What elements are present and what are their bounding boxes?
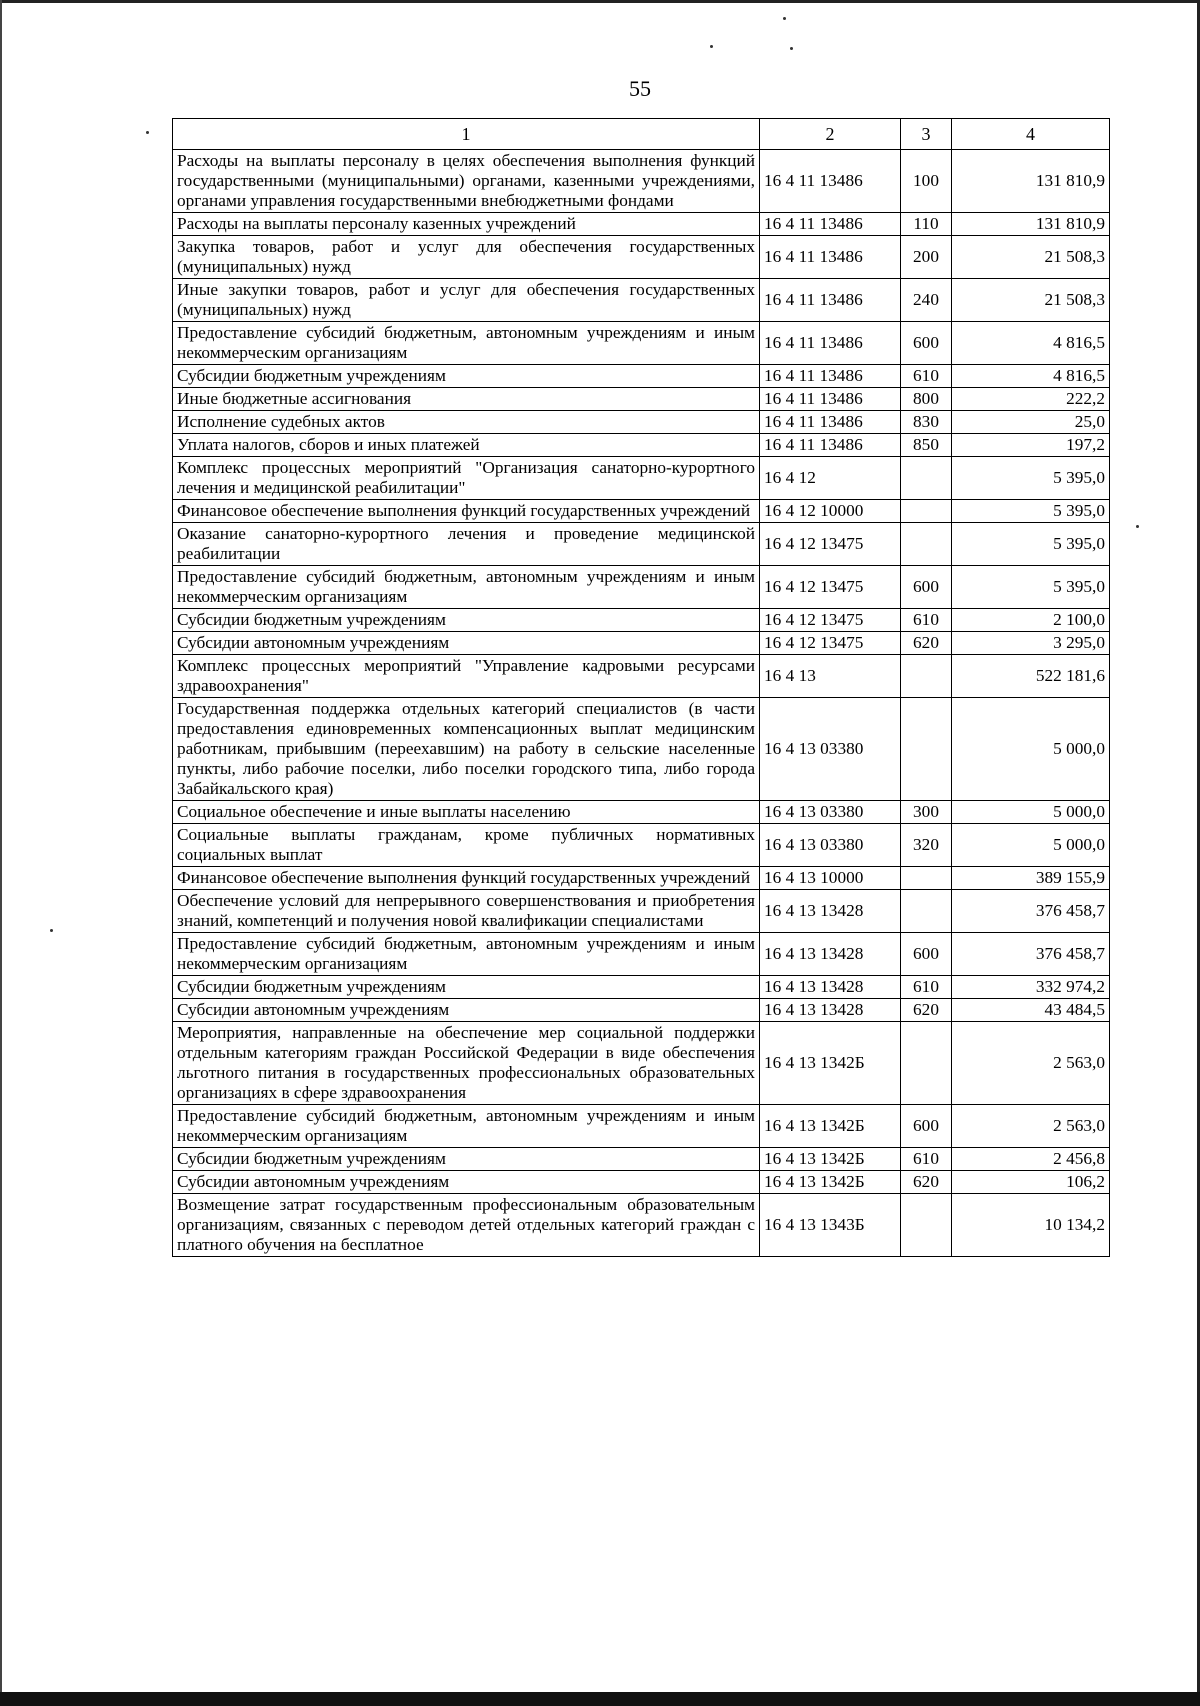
row-code-cell: 16 4 13 03380 bbox=[760, 824, 901, 867]
row-code-cell: 16 4 12 13475 bbox=[760, 523, 901, 566]
row-name-cell: Финансовое обеспечение выполнения функций государственных учреждений bbox=[173, 500, 760, 523]
row-name-cell: Иные бюджетные ассигнования bbox=[173, 388, 760, 411]
row-name-cell: Субсидии бюджетным учреждениям bbox=[173, 976, 760, 999]
table-row bbox=[173, 411, 1110, 434]
row-type-cell bbox=[901, 1022, 952, 1105]
row-amount-cell: 5 000,0 bbox=[952, 698, 1110, 801]
table-row bbox=[173, 457, 1110, 500]
row-name-cell: Предоставление субсидий бюджетным, автономным учреждениям и иным некоммерческим организациям bbox=[173, 322, 760, 365]
row-name-cell: Оказание санаторно-курортного лечения и проведение медицинской реабилитации bbox=[173, 523, 760, 566]
row-code-cell: 16 4 12 10000 bbox=[760, 500, 901, 523]
row-amount-cell: 5 395,0 bbox=[952, 457, 1110, 500]
row-name-cell: Предоставление субсидий бюджетным, автономным учреждениям и иным некоммерческим организациям bbox=[173, 566, 760, 609]
row-name-cell: Расходы на выплаты персоналу в целях обеспечения выполнения функций государственными (муниципальными) органами, казенными учреждениями, органами управления государственными внебюджетными фондами bbox=[173, 150, 760, 213]
table-row bbox=[173, 1171, 1110, 1194]
row-amount-cell: 332 974,2 bbox=[952, 976, 1110, 999]
row-amount-cell: 4 816,5 bbox=[952, 322, 1110, 365]
row-code-cell: 16 4 11 13486 bbox=[760, 411, 901, 434]
row-name-cell: Предоставление субсидий бюджетным, автономным учреждениям и иным некоммерческим организациям bbox=[173, 933, 760, 976]
table-header-row bbox=[173, 119, 1110, 150]
row-name-cell: Уплата налогов, сборов и иных платежей bbox=[173, 434, 760, 457]
table-row bbox=[173, 1105, 1110, 1148]
row-name-cell: Комплекс процессных мероприятий "Управление кадровыми ресурсами здравоохранения" bbox=[173, 655, 760, 698]
row-type-cell bbox=[901, 698, 952, 801]
header-col-3: 3 bbox=[901, 119, 952, 150]
row-code-cell: 16 4 13 1342Б bbox=[760, 1105, 901, 1148]
row-type-cell: 320 bbox=[901, 824, 952, 867]
row-type-cell: 600 bbox=[901, 566, 952, 609]
row-amount-cell: 197,2 bbox=[952, 434, 1110, 457]
row-code-cell: 16 4 13 1343Б bbox=[760, 1194, 901, 1257]
row-type-cell: 110 bbox=[901, 213, 952, 236]
row-name-cell: Социальное обеспечение и иные выплаты населению bbox=[173, 801, 760, 824]
scan-edge-left bbox=[0, 0, 2, 1706]
table-row bbox=[173, 322, 1110, 365]
row-type-cell bbox=[901, 1194, 952, 1257]
row-name-cell: Закупка товаров, работ и услуг для обеспечения государственных (муниципальных) нужд bbox=[173, 236, 760, 279]
header-col-1: 1 bbox=[173, 119, 760, 150]
table-row bbox=[173, 500, 1110, 523]
row-name-cell: Субсидии автономным учреждениям bbox=[173, 632, 760, 655]
row-code-cell: 16 4 13 bbox=[760, 655, 901, 698]
table-row bbox=[173, 523, 1110, 566]
row-amount-cell: 25,0 bbox=[952, 411, 1110, 434]
row-type-cell: 300 bbox=[901, 801, 952, 824]
row-amount-cell: 2 456,8 bbox=[952, 1148, 1110, 1171]
row-amount-cell: 376 458,7 bbox=[952, 933, 1110, 976]
row-code-cell: 16 4 12 13475 bbox=[760, 566, 901, 609]
row-type-cell: 600 bbox=[901, 1105, 952, 1148]
row-amount-cell: 131 810,9 bbox=[952, 150, 1110, 213]
row-amount-cell: 5 395,0 bbox=[952, 566, 1110, 609]
row-type-cell bbox=[901, 655, 952, 698]
row-amount-cell: 222,2 bbox=[952, 388, 1110, 411]
table-row bbox=[173, 824, 1110, 867]
row-type-cell: 800 bbox=[901, 388, 952, 411]
row-code-cell: 16 4 13 13428 bbox=[760, 890, 901, 933]
table-row bbox=[173, 999, 1110, 1022]
header-col-2: 2 bbox=[760, 119, 901, 150]
row-amount-cell: 2 563,0 bbox=[952, 1105, 1110, 1148]
row-type-cell: 600 bbox=[901, 933, 952, 976]
table-row bbox=[173, 933, 1110, 976]
row-name-cell: Расходы на выплаты персоналу казенных учреждений bbox=[173, 213, 760, 236]
table-row bbox=[173, 632, 1110, 655]
row-code-cell: 16 4 13 10000 bbox=[760, 867, 901, 890]
row-type-cell: 610 bbox=[901, 609, 952, 632]
row-code-cell: 16 4 12 13475 bbox=[760, 609, 901, 632]
row-name-cell: Субсидии бюджетным учреждениям bbox=[173, 1148, 760, 1171]
table-row bbox=[173, 1022, 1110, 1105]
row-code-cell: 16 4 13 03380 bbox=[760, 801, 901, 824]
row-amount-cell: 2 563,0 bbox=[952, 1022, 1110, 1105]
row-code-cell: 16 4 11 13486 bbox=[760, 365, 901, 388]
row-type-cell: 620 bbox=[901, 632, 952, 655]
row-amount-cell: 5 000,0 bbox=[952, 801, 1110, 824]
row-code-cell: 16 4 13 13428 bbox=[760, 933, 901, 976]
header-col-4: 4 bbox=[952, 119, 1110, 150]
table-row bbox=[173, 890, 1110, 933]
row-name-cell: Социальные выплаты гражданам, кроме публичных нормативных социальных выплат bbox=[173, 824, 760, 867]
row-name-cell: Комплекс процессных мероприятий "Организация санаторно-курортного лечения и медицинской реабилитации" bbox=[173, 457, 760, 500]
scan-edge-top bbox=[0, 0, 1200, 3]
row-code-cell: 16 4 13 1342Б bbox=[760, 1171, 901, 1194]
row-type-cell: 600 bbox=[901, 322, 952, 365]
row-amount-cell: 2 100,0 bbox=[952, 609, 1110, 632]
row-code-cell: 16 4 11 13486 bbox=[760, 388, 901, 411]
row-type-cell: 610 bbox=[901, 365, 952, 388]
table-row bbox=[173, 655, 1110, 698]
row-code-cell: 16 4 12 bbox=[760, 457, 901, 500]
table-row bbox=[173, 698, 1110, 801]
table-row bbox=[173, 150, 1110, 213]
row-amount-cell: 106,2 bbox=[952, 1171, 1110, 1194]
scan-edge-bottom bbox=[0, 1692, 1200, 1706]
row-code-cell: 16 4 11 13486 bbox=[760, 434, 901, 457]
row-code-cell: 16 4 13 13428 bbox=[760, 976, 901, 999]
row-amount-cell: 5 000,0 bbox=[952, 824, 1110, 867]
table-row bbox=[173, 566, 1110, 609]
row-amount-cell: 5 395,0 bbox=[952, 500, 1110, 523]
row-type-cell bbox=[901, 523, 952, 566]
row-type-cell bbox=[901, 890, 952, 933]
table-row bbox=[173, 976, 1110, 999]
row-code-cell: 16 4 12 13475 bbox=[760, 632, 901, 655]
row-name-cell: Субсидии бюджетным учреждениям bbox=[173, 365, 760, 388]
row-code-cell: 16 4 13 03380 bbox=[760, 698, 901, 801]
row-name-cell: Субсидии автономным учреждениям bbox=[173, 999, 760, 1022]
row-amount-cell: 21 508,3 bbox=[952, 279, 1110, 322]
row-type-cell: 620 bbox=[901, 999, 952, 1022]
table-row bbox=[173, 1148, 1110, 1171]
row-name-cell: Государственная поддержка отдельных категорий специалистов (в части предоставления единовременных компенсационных выплат медицинским работникам, прибывшим (переехавшим) на работу в сельские населенные пункты, либо рабочие поселки, либо поселки городского типа, либо города Забайкальского края) bbox=[173, 698, 760, 801]
row-type-cell: 620 bbox=[901, 1171, 952, 1194]
scan-speck bbox=[146, 131, 149, 134]
budget-table bbox=[172, 118, 1110, 1257]
row-code-cell: 16 4 11 13486 bbox=[760, 213, 901, 236]
scan-speck bbox=[710, 45, 713, 48]
row-code-cell: 16 4 11 13486 bbox=[760, 150, 901, 213]
row-type-cell: 240 bbox=[901, 279, 952, 322]
table-row bbox=[173, 213, 1110, 236]
table-row bbox=[173, 365, 1110, 388]
table-row bbox=[173, 867, 1110, 890]
row-type-cell: 200 bbox=[901, 236, 952, 279]
scan-speck bbox=[790, 47, 793, 50]
row-amount-cell: 21 508,3 bbox=[952, 236, 1110, 279]
row-name-cell: Возмещение затрат государственным профессиональным образовательным организациям, связанных с переводом детей отдельных категорий граждан с платного обучения на бесплатное bbox=[173, 1194, 760, 1257]
row-name-cell: Предоставление субсидий бюджетным, автономным учреждениям и иным некоммерческим организациям bbox=[173, 1105, 760, 1148]
table-row bbox=[173, 1194, 1110, 1257]
row-type-cell: 830 bbox=[901, 411, 952, 434]
row-amount-cell: 522 181,6 bbox=[952, 655, 1110, 698]
scan-speck bbox=[1136, 525, 1139, 528]
row-amount-cell: 131 810,9 bbox=[952, 213, 1110, 236]
row-amount-cell: 376 458,7 bbox=[952, 890, 1110, 933]
scan-speck bbox=[783, 17, 786, 20]
row-code-cell: 16 4 13 1342Б bbox=[760, 1022, 901, 1105]
table-row bbox=[173, 279, 1110, 322]
table-row bbox=[173, 236, 1110, 279]
row-type-cell: 850 bbox=[901, 434, 952, 457]
row-amount-cell: 5 395,0 bbox=[952, 523, 1110, 566]
row-type-cell: 610 bbox=[901, 1148, 952, 1171]
scan-speck bbox=[50, 929, 53, 932]
table-row bbox=[173, 434, 1110, 457]
page-number: 55 bbox=[629, 76, 651, 101]
table-row bbox=[173, 388, 1110, 411]
row-name-cell: Исполнение судебных актов bbox=[173, 411, 760, 434]
row-type-cell: 610 bbox=[901, 976, 952, 999]
row-code-cell: 16 4 11 13486 bbox=[760, 279, 901, 322]
row-type-cell bbox=[901, 867, 952, 890]
row-code-cell: 16 4 11 13486 bbox=[760, 236, 901, 279]
row-code-cell: 16 4 11 13486 bbox=[760, 322, 901, 365]
row-name-cell: Субсидии бюджетным учреждениям bbox=[173, 609, 760, 632]
row-type-cell bbox=[901, 457, 952, 500]
row-code-cell: 16 4 13 1342Б bbox=[760, 1148, 901, 1171]
row-name-cell: Обеспечение условий для непрерывного совершенствования и приобретения знаний, компетенций и получения новой квалификации специалистами bbox=[173, 890, 760, 933]
row-amount-cell: 3 295,0 bbox=[952, 632, 1110, 655]
row-name-cell: Иные закупки товаров, работ и услуг для обеспечения государственных (муниципальных) нужд bbox=[173, 279, 760, 322]
row-amount-cell: 10 134,2 bbox=[952, 1194, 1110, 1257]
row-name-cell: Субсидии автономным учреждениям bbox=[173, 1171, 760, 1194]
row-type-cell: 100 bbox=[901, 150, 952, 213]
table-row bbox=[173, 801, 1110, 824]
row-code-cell: 16 4 13 13428 bbox=[760, 999, 901, 1022]
table-row bbox=[173, 609, 1110, 632]
row-amount-cell: 389 155,9 bbox=[952, 867, 1110, 890]
row-name-cell: Финансовое обеспечение выполнения функций государственных учреждений bbox=[173, 867, 760, 890]
row-amount-cell: 43 484,5 bbox=[952, 999, 1110, 1022]
row-amount-cell: 4 816,5 bbox=[952, 365, 1110, 388]
row-name-cell: Мероприятия, направленные на обеспечение мер социальной поддержки отдельным категориям граждан Российской Федерации в виде обеспечения льготного питания в государственных профессиональных образовательных организациях в сфере здравоохранения bbox=[173, 1022, 760, 1105]
row-type-cell bbox=[901, 500, 952, 523]
